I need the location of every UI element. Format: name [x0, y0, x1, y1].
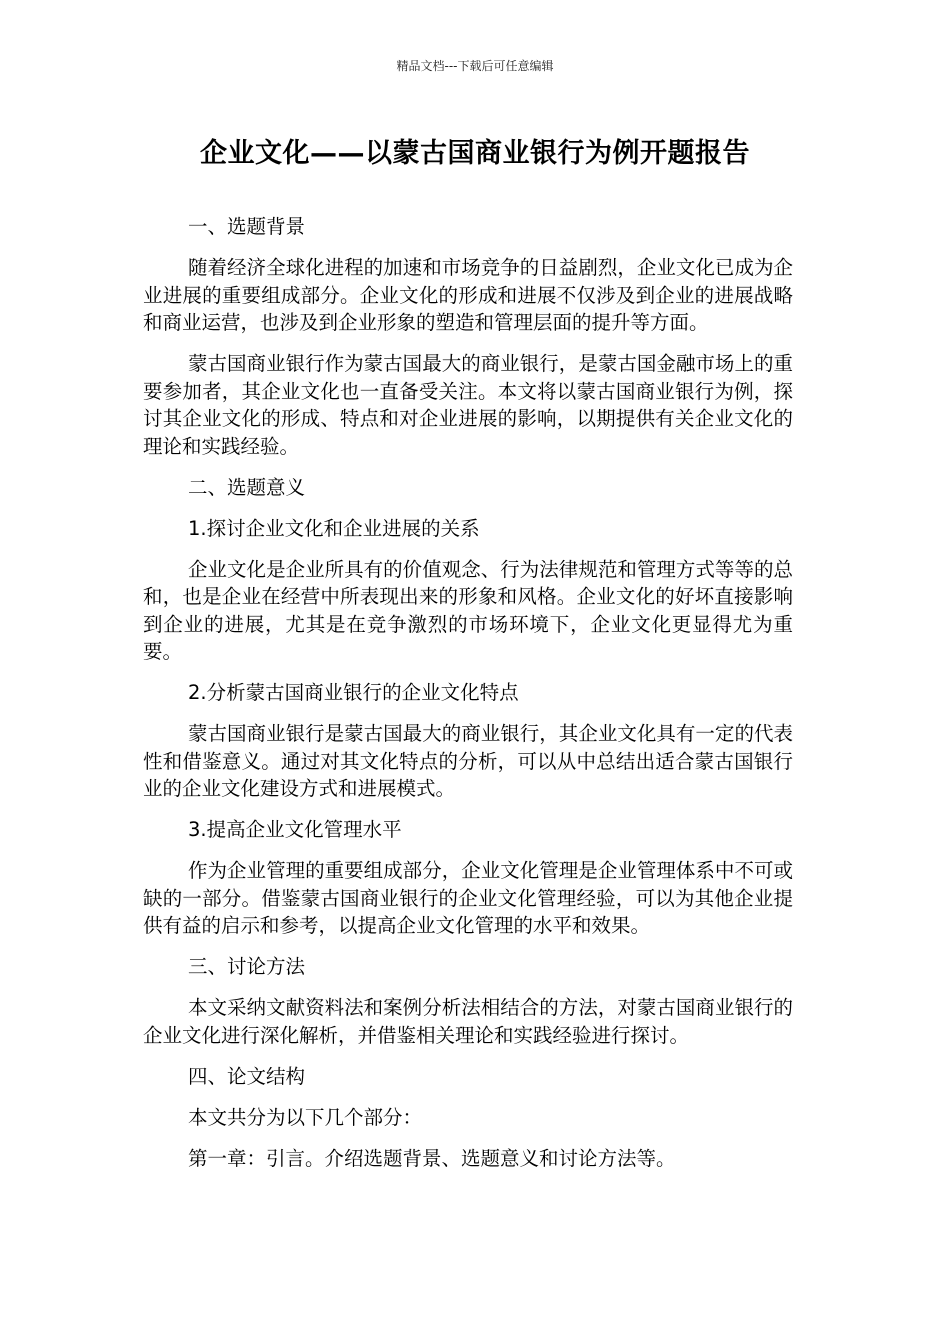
body-paragraph: 第一章：引言。介绍选题背景、选题意义和讨论方法等。	[188, 1146, 676, 1170]
section-heading: 一、选题背景	[188, 215, 306, 238]
section-heading: 三、讨论方法	[188, 955, 306, 978]
subsection-heading: 2.分析蒙古国商业银行的企业文化特点	[188, 681, 519, 704]
subsection-heading: 1.探讨企业文化和企业进展的关系	[188, 516, 480, 540]
document-title: 企业文化——以蒙古国商业银行为例开题报告	[200, 138, 750, 169]
body-paragraph: 随着经济全球化进程的加速和市场竞争的日益剧烈，企业文化已成为企业进展的重要组成部分。企业文化的形成和进展不仅涉及到企业的进展战略和商业运营，也涉及到企业形象的塑造和管理层面的提升等方面。	[143, 256, 793, 334]
body-paragraph: 蒙古国商业银行是蒙古国最大的商业银行，其企业文化具有一定的代表性和借鉴意义。通过对其文化特点的分析，可以从中总结出适合蒙古国银行业的企业文化建设方式和进展模式。	[143, 722, 793, 800]
body-paragraph: 本文共分为以下几个部分：	[188, 1105, 423, 1129]
section-heading: 二、选题意义	[188, 475, 306, 499]
body-paragraph: 本文采纳文献资料法和案例分析法相结合的方法，对蒙古国商业银行的企业文化进行深化解析，并借鉴相关理论和实践经验进行探讨。	[143, 996, 793, 1047]
subsection-heading: 3.提高企业文化管理水平	[188, 818, 402, 841]
header-note: 精品文档---下载后可任意编辑	[396, 59, 554, 73]
body-paragraph: 作为企业管理的重要组成部分，企业文化管理是企业管理体系中不可或缺的一部分。借鉴蒙古国商业银行的企业文化管理经验，可以为其他企业提供有益的启示和参考，以提高企业文化管理的水平和效果。	[143, 859, 793, 937]
section-heading: 四、论文结构	[188, 1064, 306, 1088]
body-paragraph: 企业文化是企业所具有的价值观念、行为法律规范和管理方式等等的总和，也是企业在经营中所表现出来的形象和风格。企业文化的好坏直接影响到企业的进展，尤其是在竞争激烈的市场环境下，企业文化更显得尤为重要。	[143, 557, 793, 663]
document-body	[143, 213, 793, 1186]
body-paragraph: 蒙古国商业银行作为蒙古国最大的商业银行，是蒙古国金融市场上的重要参加者，其企业文化也一直备受关注。本文将以蒙古国商业银行为例，探讨其企业文化的形成、特点和对企业进展的影响，以期提供有关企业文化的理论和实践经验。	[143, 352, 793, 458]
